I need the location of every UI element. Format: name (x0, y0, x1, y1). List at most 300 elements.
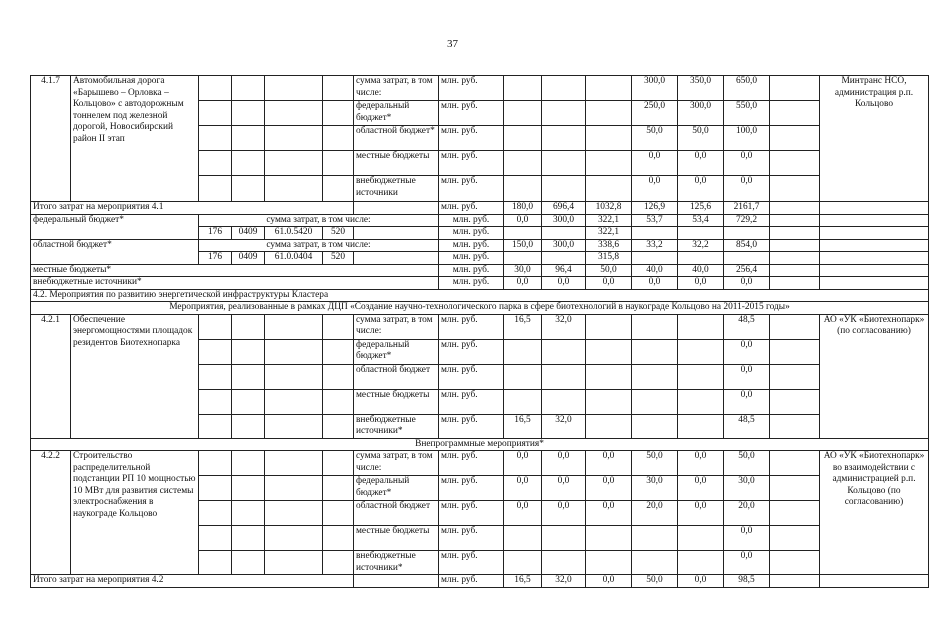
code-cell (323, 76, 354, 101)
budget-code: 0409 (232, 252, 265, 265)
value-cell: 854,0 (724, 239, 770, 252)
budget-sub-label: сумма затрат, в том числе: (199, 239, 439, 252)
value-cell: 32,0 (542, 414, 586, 438)
value-cell (586, 76, 632, 101)
empty-cell (770, 526, 820, 551)
value-cell (632, 339, 678, 364)
code-cell (323, 476, 354, 501)
value-cell: 696,4 (542, 202, 586, 215)
empty-cell (770, 202, 820, 215)
source-label: внебюджетные источники* (354, 414, 439, 438)
value-cell: 0,0 (542, 277, 586, 290)
code-cell (265, 501, 323, 526)
value-cell: 250,0 (632, 101, 678, 126)
code-cell (199, 339, 232, 364)
value-cell: 16,5 (504, 414, 542, 438)
value-cell: 0,0 (678, 176, 724, 202)
value-cell (542, 339, 586, 364)
unit-cell: млн. руб. (439, 202, 504, 215)
budget-code: 520 (323, 252, 354, 265)
value-cell: 0,0 (586, 476, 632, 501)
value-cell: 100,0 (724, 126, 770, 151)
empty-cell (820, 227, 929, 240)
code-cell (265, 101, 323, 126)
value-cell: 125,6 (678, 202, 724, 215)
empty-cell (820, 239, 929, 252)
value-cell (586, 151, 632, 176)
value-cell (586, 339, 632, 364)
code-cell (199, 364, 232, 389)
table-row (31, 264, 929, 277)
value-cell: 0,0 (504, 476, 542, 501)
executor: Минтранс НСО, администрация р.п. Кольцово (820, 76, 929, 202)
code-cell (323, 101, 354, 126)
empty-cell (504, 227, 542, 240)
unit-cell: млн. руб. (439, 151, 504, 176)
value-cell: 20,0 (632, 501, 678, 526)
code-cell (265, 414, 323, 438)
total-label: Итого затрат на мероприятия 4.2 (31, 575, 354, 588)
code-cell (265, 476, 323, 501)
value-cell: 50,0 (586, 264, 632, 277)
code-cell (199, 526, 232, 551)
item-number: 4.2.2 (31, 451, 71, 575)
source-label: сумма затрат, в том числе: (354, 76, 439, 101)
table-row (31, 438, 929, 451)
value-cell: 180,0 (504, 202, 542, 215)
code-cell (323, 151, 354, 176)
value-cell: 0,0 (678, 476, 724, 501)
value-cell: 30,0 (724, 476, 770, 501)
value-cell: 550,0 (724, 101, 770, 126)
unit-cell: млн. руб. (439, 176, 504, 202)
code-cell (232, 451, 265, 476)
empty-cell (770, 551, 820, 575)
value-cell (504, 339, 542, 364)
code-cell (199, 389, 232, 414)
value-cell: 50,0 (724, 451, 770, 476)
code-cell (232, 176, 265, 202)
empty-cell (770, 501, 820, 526)
value-cell: 48,5 (724, 314, 770, 339)
section-heading: 4.2. Мероприятия по развитию энергетической инфраструктуры Кластера (31, 289, 929, 302)
value-cell (678, 364, 724, 389)
value-cell: 50,0 (678, 126, 724, 151)
value-cell: 16,5 (504, 314, 542, 339)
value-cell: 0,0 (678, 151, 724, 176)
value-cell (542, 389, 586, 414)
value-cell: 300,0 (542, 214, 586, 227)
unit-cell: млн. руб. (439, 551, 504, 575)
budget-code: 520 (323, 227, 354, 240)
value-cell (586, 126, 632, 151)
value-cell: 50,0 (632, 575, 678, 588)
table-row (31, 76, 929, 101)
unit-cell: млн. руб. (439, 277, 504, 290)
code-cell (265, 339, 323, 364)
value-cell (678, 339, 724, 364)
empty-cell (770, 239, 820, 252)
empty-cell (770, 476, 820, 501)
value-cell: 0,0 (504, 277, 542, 290)
code-cell (199, 414, 232, 438)
empty-cell (820, 202, 929, 215)
empty-cell (724, 252, 770, 265)
value-cell: 50,0 (632, 126, 678, 151)
item-number: 4.2.1 (31, 314, 71, 438)
source-label: сумма затрат, в том числе: (354, 451, 439, 476)
value-cell (678, 414, 724, 438)
value-cell: 32,0 (542, 314, 586, 339)
unit-cell: млн. руб. (439, 239, 504, 252)
source-label: областной бюджет (354, 501, 439, 526)
value-cell (632, 526, 678, 551)
value-cell: 0,0 (678, 277, 724, 290)
code-cell (199, 176, 232, 202)
code-cell (323, 314, 354, 339)
source-label: областной бюджет* (354, 126, 439, 151)
budget-label: областной бюджет* (31, 239, 199, 264)
value-cell: 0,0 (678, 451, 724, 476)
code-cell (232, 339, 265, 364)
value-cell: 40,0 (678, 264, 724, 277)
value-cell: 126,9 (632, 202, 678, 215)
empty-cell (820, 214, 929, 227)
unit-cell: млн. руб. (439, 252, 504, 265)
value-cell (504, 101, 542, 126)
code-cell (323, 414, 354, 438)
value-cell (632, 414, 678, 438)
empty-cell (770, 314, 820, 339)
value-cell: 0,0 (724, 277, 770, 290)
value-cell (504, 389, 542, 414)
empty-cell (770, 214, 820, 227)
value-cell: 33,2 (632, 239, 678, 252)
empty-cell (770, 126, 820, 151)
value-cell (678, 526, 724, 551)
item-name: Строительство распределительной подстанции РП 10 мощностью 10 МВт для развития системы электроснабжения в наукограде Кольцово (71, 451, 199, 575)
value-cell (504, 151, 542, 176)
value-cell: 32,0 (542, 575, 586, 588)
code-cell (265, 126, 323, 151)
empty-cell (770, 227, 820, 240)
budget-code: 61.0.5420 (265, 227, 323, 240)
empty-cell (820, 252, 929, 265)
value-cell (586, 364, 632, 389)
value-cell (542, 176, 586, 202)
subsection-heading: Внепрограммные мероприятия* (31, 438, 929, 451)
code-cell (232, 551, 265, 575)
value-cell: 0,0 (678, 575, 724, 588)
budget-code: 176 (199, 252, 232, 265)
value-cell: 256,4 (724, 264, 770, 277)
value-cell: 338,6 (586, 239, 632, 252)
value-cell (586, 526, 632, 551)
empty-cell (678, 252, 724, 265)
code-cell (265, 314, 323, 339)
code-cell (199, 314, 232, 339)
empty-cell (770, 451, 820, 476)
unit-cell: млн. руб. (439, 76, 504, 101)
budget-label: федеральный бюджет* (31, 214, 199, 239)
unit-cell: млн. руб. (439, 339, 504, 364)
unit-cell: млн. руб. (439, 575, 504, 588)
unit-cell: млн. руб. (439, 501, 504, 526)
code-cell (265, 151, 323, 176)
empty-cell (770, 151, 820, 176)
value-cell (632, 314, 678, 339)
value-cell (542, 76, 586, 101)
code-cell (199, 126, 232, 151)
code-cell (323, 389, 354, 414)
source-label: внебюджетные источники* (354, 551, 439, 575)
value-cell: 322,1 (586, 214, 632, 227)
empty-cell (770, 389, 820, 414)
budget-sub-label: сумма затрат, в том числе: (199, 214, 439, 227)
empty-cell (542, 252, 586, 265)
unit-cell: млн. руб. (439, 476, 504, 501)
value-cell: 32,2 (678, 239, 724, 252)
code-cell (323, 551, 354, 575)
code-cell (232, 314, 265, 339)
executor: АО «УК «Биотехнопарк» во взаимодействии с администрацией р.п. Кольцово (по согласованию) (820, 451, 929, 575)
unit-cell: млн. руб. (439, 214, 504, 227)
value-cell (542, 364, 586, 389)
budget-table (30, 75, 929, 588)
budget-label: местные бюджеты* (31, 264, 439, 277)
code-cell (199, 551, 232, 575)
value-cell: 300,0 (632, 76, 678, 101)
value-cell: 0,0 (504, 214, 542, 227)
value-cell: 350,0 (678, 76, 724, 101)
value-cell (586, 414, 632, 438)
unit-cell: млн. руб. (439, 389, 504, 414)
value-cell: 0,0 (724, 389, 770, 414)
value-cell (542, 151, 586, 176)
item-number: 4.1.7 (31, 76, 71, 202)
table-row (31, 302, 929, 315)
value-cell: 98,5 (724, 575, 770, 588)
value-cell (678, 314, 724, 339)
empty-cell (632, 227, 678, 240)
value-cell: 150,0 (504, 239, 542, 252)
empty-cell (632, 252, 678, 265)
value-cell: 2161,7 (724, 202, 770, 215)
table-row (31, 202, 929, 215)
total-label: Итого затрат на мероприятия 4.1 (31, 202, 354, 215)
empty-cell (820, 264, 929, 277)
source-label: внебюджетные источники (354, 176, 439, 202)
value-cell (504, 176, 542, 202)
value-cell (504, 126, 542, 151)
unit-cell: млн. руб. (439, 364, 504, 389)
unit-cell: млн. руб. (439, 451, 504, 476)
code-cell (199, 101, 232, 126)
empty-cell (354, 575, 439, 588)
code-cell (199, 76, 232, 101)
empty-cell (770, 414, 820, 438)
value-cell: 0,0 (542, 451, 586, 476)
value-cell: 16,5 (504, 575, 542, 588)
code-cell (232, 501, 265, 526)
value-cell (678, 551, 724, 575)
table-row (31, 451, 929, 476)
value-cell (504, 526, 542, 551)
value-cell: 0,0 (632, 151, 678, 176)
value-cell: 0,0 (504, 451, 542, 476)
value-cell: 20,0 (724, 501, 770, 526)
value-cell (586, 389, 632, 414)
value-cell: 0,0 (724, 526, 770, 551)
budget-code: 0409 (232, 227, 265, 240)
budget-label: внебюджетные источники* (31, 277, 439, 290)
empty-cell (354, 252, 439, 265)
value-cell: 96,4 (542, 264, 586, 277)
value-cell: 729,2 (724, 214, 770, 227)
code-cell (323, 451, 354, 476)
value-cell (632, 551, 678, 575)
code-cell (199, 151, 232, 176)
value-cell: 0,0 (542, 476, 586, 501)
empty-cell (770, 264, 820, 277)
empty-cell (354, 227, 439, 240)
empty-cell (724, 227, 770, 240)
value-cell: 0,0 (632, 277, 678, 290)
code-cell (323, 126, 354, 151)
empty-cell (770, 76, 820, 101)
value-cell (586, 176, 632, 202)
code-cell (265, 364, 323, 389)
unit-cell: млн. руб. (439, 414, 504, 438)
empty-cell (820, 575, 929, 588)
value-cell: 650,0 (724, 76, 770, 101)
budget-code: 61.0.0404 (265, 252, 323, 265)
code-cell (232, 101, 265, 126)
subsection-heading: Мероприятия, реализованные в рамках ДЦП «Создание научно-технологического парка в сфере биотехнологий в наукограде Кольцово на 2011-2015 годы» (31, 302, 929, 315)
code-cell (199, 501, 232, 526)
unit-cell: млн. руб. (439, 526, 504, 551)
code-cell (232, 151, 265, 176)
budget-code: 176 (199, 227, 232, 240)
value-cell: 30,0 (504, 264, 542, 277)
value-cell: 0,0 (586, 501, 632, 526)
code-cell (265, 389, 323, 414)
value-cell: 40,0 (632, 264, 678, 277)
code-cell (323, 364, 354, 389)
code-cell (265, 551, 323, 575)
value-cell: 0,0 (542, 501, 586, 526)
source-label: федеральный бюджет* (354, 476, 439, 501)
code-cell (265, 176, 323, 202)
source-label: федеральный бюджет* (354, 339, 439, 364)
empty-cell (678, 227, 724, 240)
value-cell (542, 126, 586, 151)
code-cell (232, 476, 265, 501)
code-cell (232, 126, 265, 151)
code-cell (323, 526, 354, 551)
empty-cell (770, 364, 820, 389)
table-row (31, 314, 929, 339)
empty-cell (770, 176, 820, 202)
value-cell: 0,0 (586, 451, 632, 476)
value-cell: 53,7 (632, 214, 678, 227)
code-cell (232, 76, 265, 101)
value-cell (586, 101, 632, 126)
unit-cell: млн. руб. (439, 101, 504, 126)
table-row (31, 289, 929, 302)
table-row (31, 277, 929, 290)
value-cell: 0,0 (504, 501, 542, 526)
unit-cell: млн. руб. (439, 227, 504, 240)
value-cell (632, 389, 678, 414)
value-cell: 300,0 (678, 101, 724, 126)
value-cell: 315,8 (586, 252, 632, 265)
value-cell (632, 364, 678, 389)
code-cell (323, 176, 354, 202)
code-cell (265, 526, 323, 551)
value-cell: 0,0 (586, 575, 632, 588)
value-cell: 50,0 (632, 451, 678, 476)
code-cell (232, 526, 265, 551)
value-cell: 0,0 (678, 501, 724, 526)
source-label: местные бюджеты (354, 389, 439, 414)
source-label: сумма затрат, в том числе: (354, 314, 439, 339)
empty-cell (820, 277, 929, 290)
empty-cell (354, 202, 439, 215)
value-cell (504, 551, 542, 575)
table-row (31, 214, 929, 227)
value-cell: 53,4 (678, 214, 724, 227)
value-cell (678, 389, 724, 414)
table-row (31, 575, 929, 588)
value-cell: 0,0 (632, 176, 678, 202)
code-cell (323, 501, 354, 526)
empty-cell (770, 575, 820, 588)
empty-cell (770, 252, 820, 265)
value-cell: 30,0 (632, 476, 678, 501)
table-row (31, 239, 929, 252)
empty-cell (770, 101, 820, 126)
empty-cell (542, 227, 586, 240)
value-cell (542, 101, 586, 126)
value-cell (542, 526, 586, 551)
empty-cell (504, 252, 542, 265)
value-cell: 48,5 (724, 414, 770, 438)
code-cell (199, 451, 232, 476)
source-label: местные бюджеты (354, 151, 439, 176)
value-cell (586, 551, 632, 575)
code-cell (199, 476, 232, 501)
value-cell (504, 364, 542, 389)
item-name: Автомобильная дорога «Барышево – Орловка – Кольцово» с автодорожным тоннелем под железной дорогой, Новосибирский район II этап (71, 76, 199, 202)
value-cell: 0,0 (724, 551, 770, 575)
source-label: федеральный бюджет* (354, 101, 439, 126)
unit-cell: млн. руб. (439, 264, 504, 277)
value-cell (542, 551, 586, 575)
value-cell: 0,0 (724, 339, 770, 364)
unit-cell: млн. руб. (439, 126, 504, 151)
value-cell: 0,0 (724, 151, 770, 176)
value-cell: 0,0 (724, 176, 770, 202)
executor: АО «УК «Биотехнопарк» (по согласованию) (820, 314, 929, 438)
source-label: местные бюджеты (354, 526, 439, 551)
value-cell: 0,0 (724, 364, 770, 389)
code-cell (232, 414, 265, 438)
empty-cell (770, 277, 820, 290)
code-cell (232, 389, 265, 414)
page-number: 37 (447, 38, 458, 50)
value-cell: 322,1 (586, 227, 632, 240)
